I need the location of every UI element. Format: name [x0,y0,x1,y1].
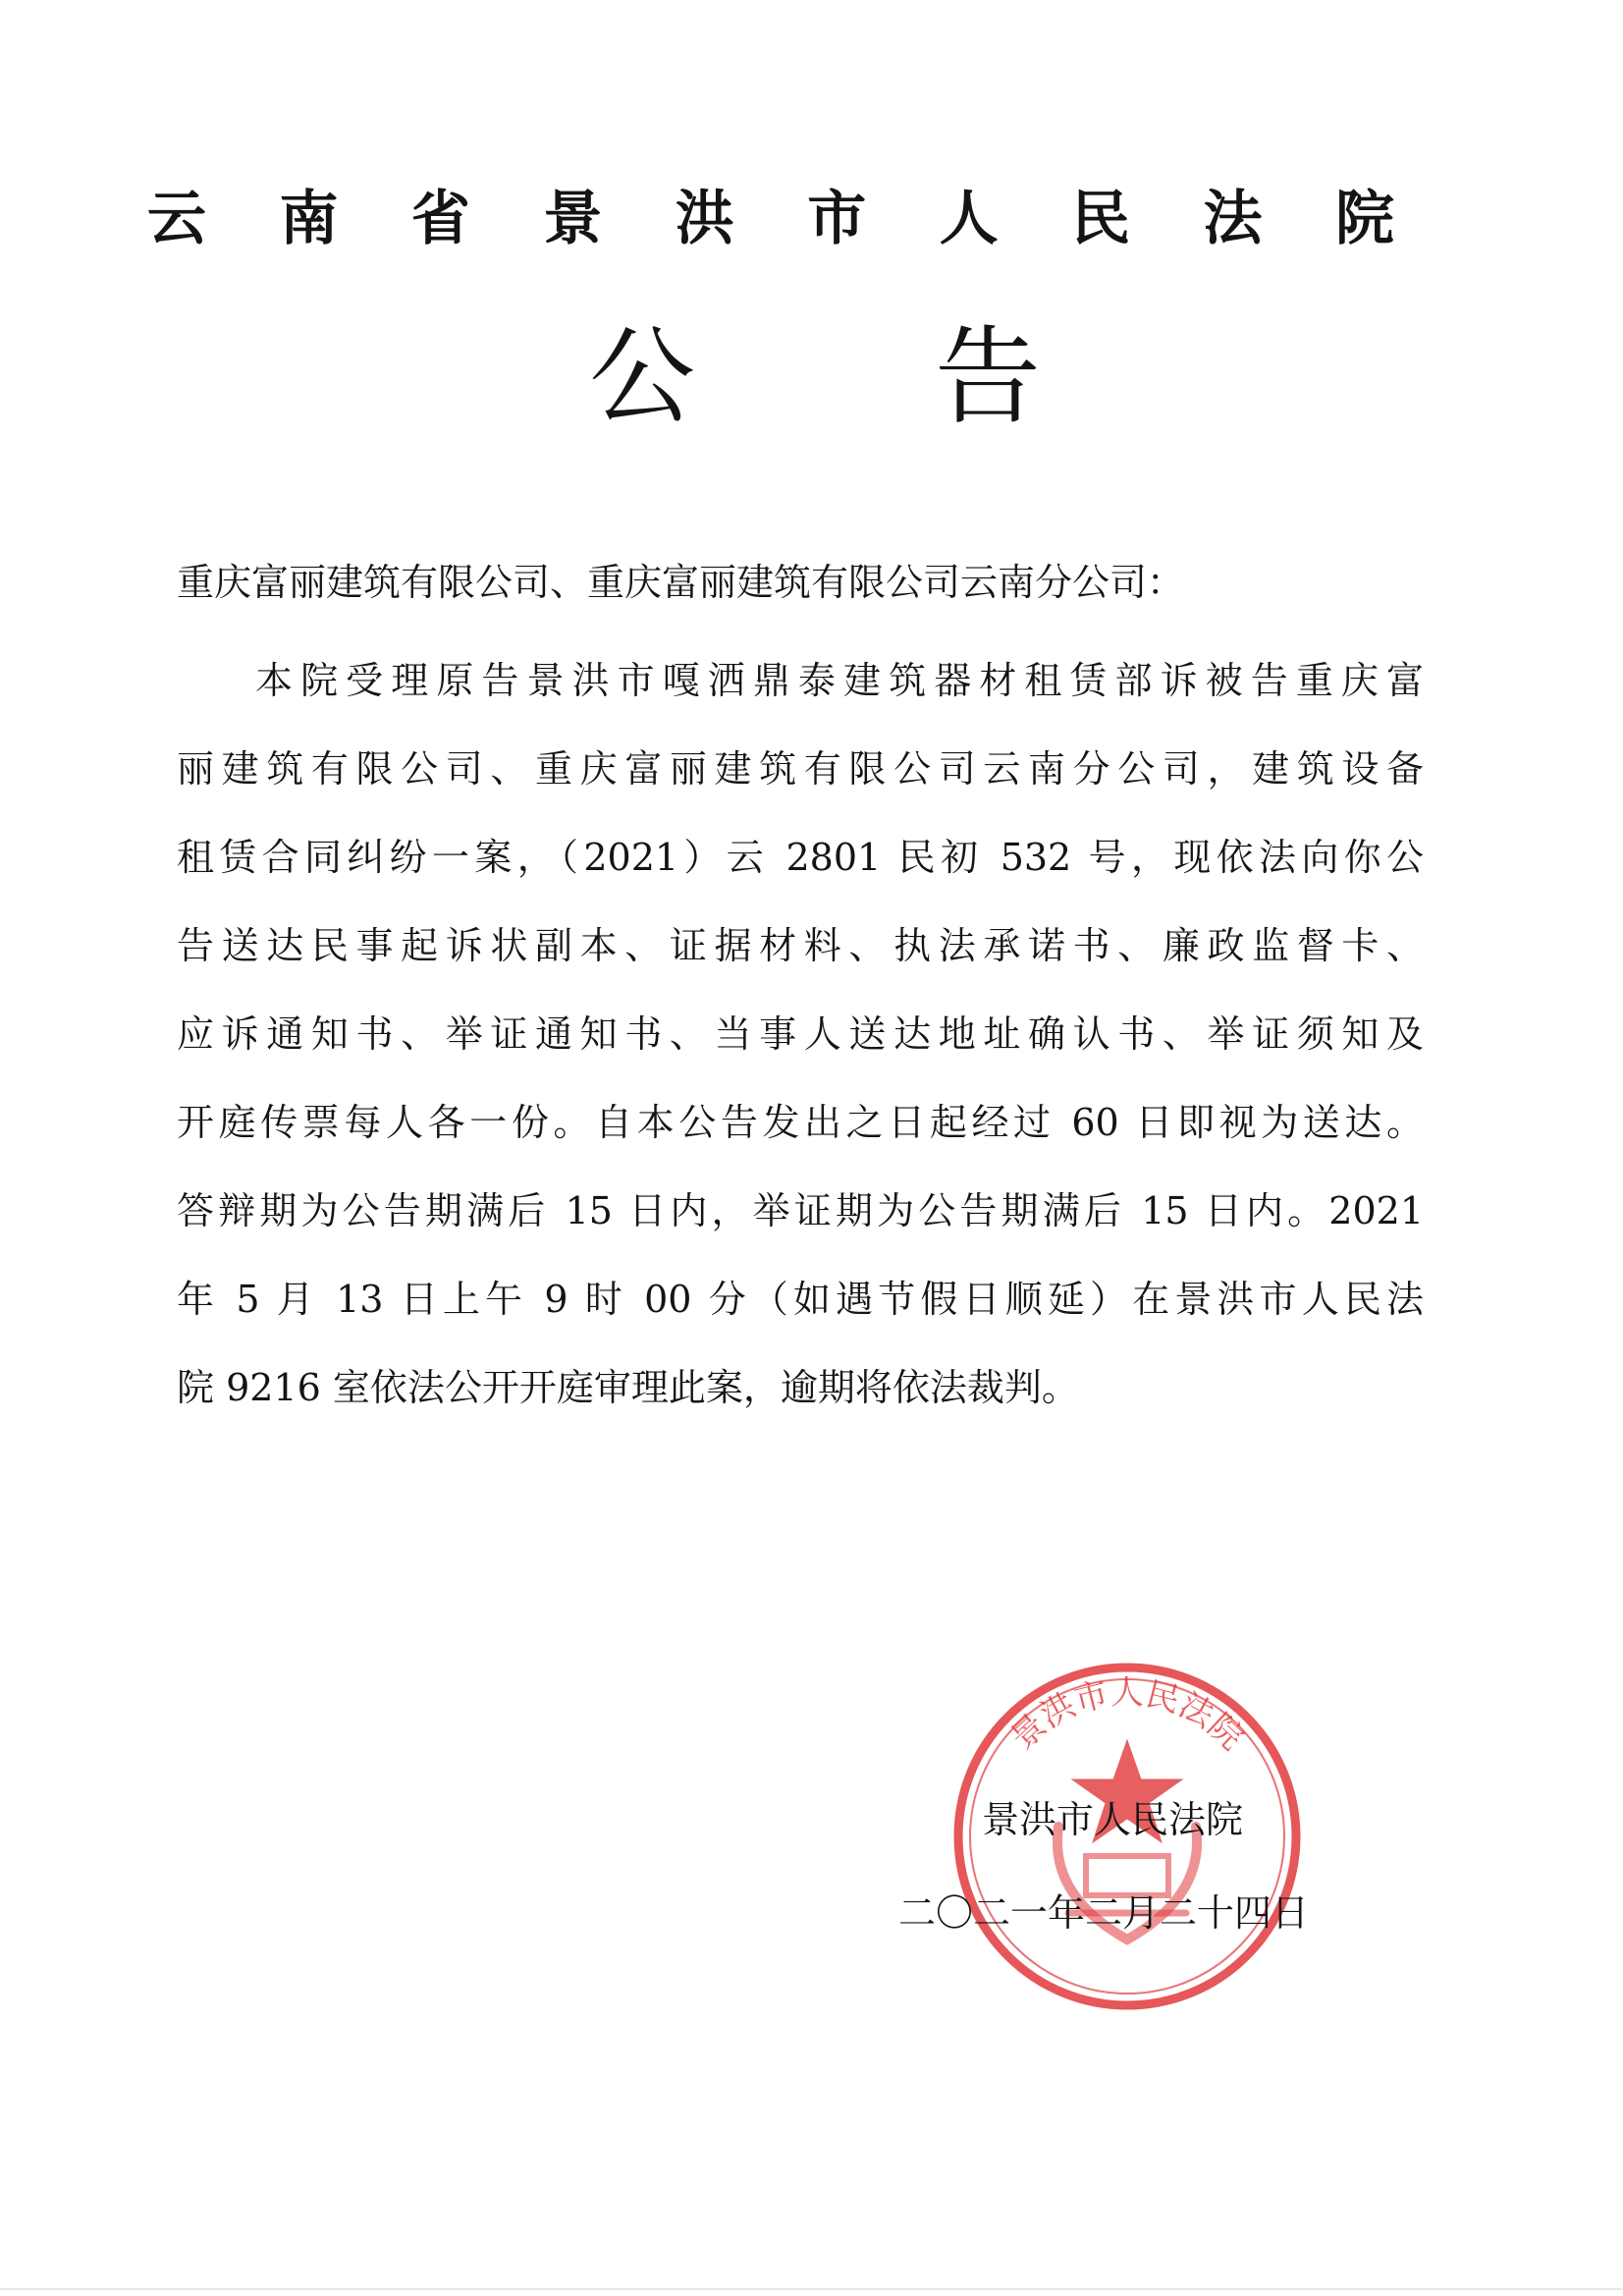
notice-date: 二〇二一年二月二十四日 [898,1891,1310,1935]
notice-body [177,636,1424,1432]
body-line: 答辩期为公告期满后 15 日内，举证期为公告期满后 15 日内。2021 [177,1189,1424,1232]
court-name-char: 民 [1071,185,1131,253]
court-name-char: 景 [543,185,603,253]
court-name-char: 洪 [675,185,734,253]
body-line: 应诉通知书、举证通知书、当事人送达地址确认书、举证须知及 [177,1012,1424,1056]
body-line: 开庭传票每人各一份。自本公告发出之日起经过 60 日即视为送达。 [177,1101,1424,1144]
court-name-char: 人 [939,185,999,253]
court-name-char: 云 [147,185,206,253]
body-line: 丽建筑有限公司、重庆富丽建筑有限公司云南分公司，建筑设备 [177,747,1424,791]
body-line: 租赁合同纠纷一案，（2021）云 2801 民初 532 号，现依法向你公 [177,836,1424,879]
signature-court-name: 景洪市人民法院 [982,1798,1244,1841]
document-title [589,314,1041,442]
court-name-char: 省 [410,185,470,253]
title-char: 公 [589,316,696,439]
addressee-line: 重庆富丽建筑有限公司、重庆富丽建筑有限公司云南分公司： [177,561,1185,604]
seal-arc-text: 景洪市人民法院 [1002,1673,1252,1758]
body-line: 本院受理原告景洪市嘎洒鼎泰建筑器材租赁部诉被告重庆富 [255,659,1424,702]
bottom-edge-line [0,2288,1623,2290]
body-line: 年 5 月 13 日上午 9 时 00 分（如遇节假日顺延）在景洪市人民法 [177,1278,1424,1321]
court-name-char: 南 [279,185,339,253]
body-line: 院 9216 室依法公开开庭审理此案，逾期将依法裁判。 [177,1366,1079,1409]
court-name-char: 院 [1334,185,1394,253]
court-name-char: 市 [807,185,867,253]
body-line: 告送达民事起诉状副本、证据材料、执法承诺书、廉政监督卡、 [177,924,1424,967]
court-name-char: 法 [1203,185,1263,253]
title-char: 告 [934,316,1041,439]
court-name-heading [147,175,1394,263]
